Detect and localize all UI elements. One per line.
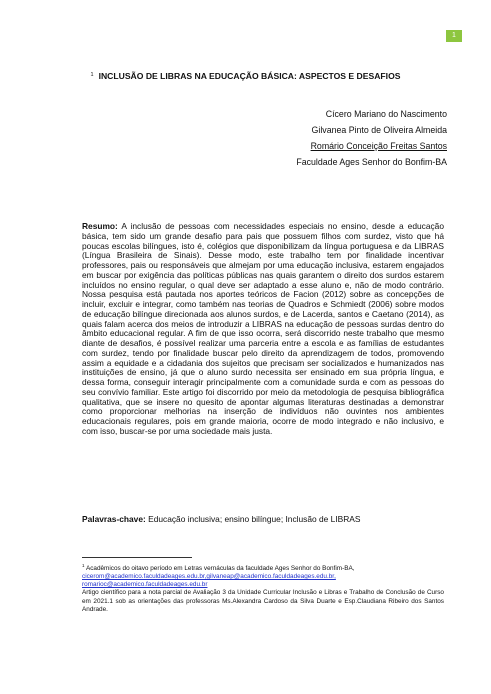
document-title — [0, 71, 491, 81]
abstract — [82, 222, 444, 437]
footnote-line: Acadêmicos do oitavo período em Letras vernáculas da faculdade Ages Senhor do Bonfim-BA, — [84, 565, 355, 573]
keywords-label: Palavras-chave: — [82, 514, 146, 524]
keywords-text: Educação inclusiva; ensino bilíngue; Inclusão de LIBRAS — [145, 514, 361, 524]
author-name: Cícero Mariano do Nascimento — [325, 109, 447, 119]
title-text: INCLUSÃO DE LIBRAS NA EDUCAÇÃO BÁSICA: ASPECTOS E DESAFIOS — [98, 71, 401, 81]
page-number-badge: 1 — [446, 30, 462, 42]
author-name: Gilvanea Pinto de Oliveira Almeida — [311, 125, 447, 135]
title-footnote-marker: 1 — [90, 72, 94, 78]
author-affiliation: Faculdade Ages Senhor do Bonfim-BA — [296, 157, 447, 167]
footnote — [82, 562, 444, 614]
abstract-label: Resumo: — [82, 221, 118, 231]
footnote-divider — [82, 557, 192, 558]
author-block — [296, 106, 447, 170]
footnote-email-link[interactable]: cicerom@academico.faculdadeages.edu.br,gilvaneap@academico.faculdadeages.edu.br, — [82, 573, 336, 581]
abstract-text: A inclusão de pessoas com necessidades especiais no ensino, desde a educação básica, tem sido um grande desafio para pais que possuem filhos com surdez, visto que há poucas escolas bilíngues, isto é, colégios que disponibilizam da língua portuguesa e da LIBRAS (Língua Brasileira de Sinais). Desse modo, este trabalho tem por finalidade incentivar professores, pais ou responsáveis que almejam por uma educação inclusiva, estarem engajados em buscar por exigência das políticas públicas nas quais garantem o direito dos surdos estarem incluídos no ensino regular, o qual deve ser adaptado a esse aluno e, não de modo contrário. Nossa pesquisa está pautada nos aportes teóricos de Facion (2012) sobre as concepções de incluir, excluir e integrar, como também nas teorias de Quadros e Schmiedt (2006) sobre modos de educação bilíngue direcionada aos alunos surdos, e de Lacerda, santos e Caetano (2014), as quais falam acerca dos meios de introduzir a LIBRAS na educação de pessoas surdas dentro do âmbito educacional regular. A fim de que isso ocorra, será discorrido neste trabalho que mesmo diante de desafios, é possível realizar uma parceria entre a escola e as famílias de estudantes com surdez, tendo por finalidade buscar pelo direito da aprendizagem de todos, promovendo assim a equidade e a cidadania dos sujeitos que precisam ser socializados e humanizados nas instituições de ensino, já que o aluno surdo necessita ser ensinado em sua própria língua, e dessa forma, conseguir interagir principalmente com a comunidade surda e com as pessoas do seu convívio familiar. Este artigo foi discorrido por meio da metodologia de pesquisa bibliográfica qualitativa, que se insere no quesito de apontar algumas literaturas destinadas a demonstrar como proporcionar melhorias na inserção de indivíduos não ouvintes nos ambientes educacionais regulares, pois em grande maioria, ocorre de modo integrado e não inclusivo, e com isso, buscar-se por uma sociedade mais justa. — [82, 221, 444, 436]
footnote-marker: 1 — [82, 563, 85, 568]
keywords — [82, 514, 444, 524]
footnote-email-link[interactable]: romarioc@academico.faculdadeages.edu.br — [82, 581, 208, 589]
footnote-note: Artigo científico para a nota parcial de Avaliação 3 da Unidade Curricular Inclusão e Libras e Trabalho de Conclusão de Curso em 2021.1 sob as orientações das professoras Ms.Alexandra Cardoso da Silva Duarte e Esp.Claudiana Ribeiro dos Santos Andrade. — [82, 589, 444, 613]
author-name: Romário Conceição Freitas Santos — [310, 141, 447, 151]
